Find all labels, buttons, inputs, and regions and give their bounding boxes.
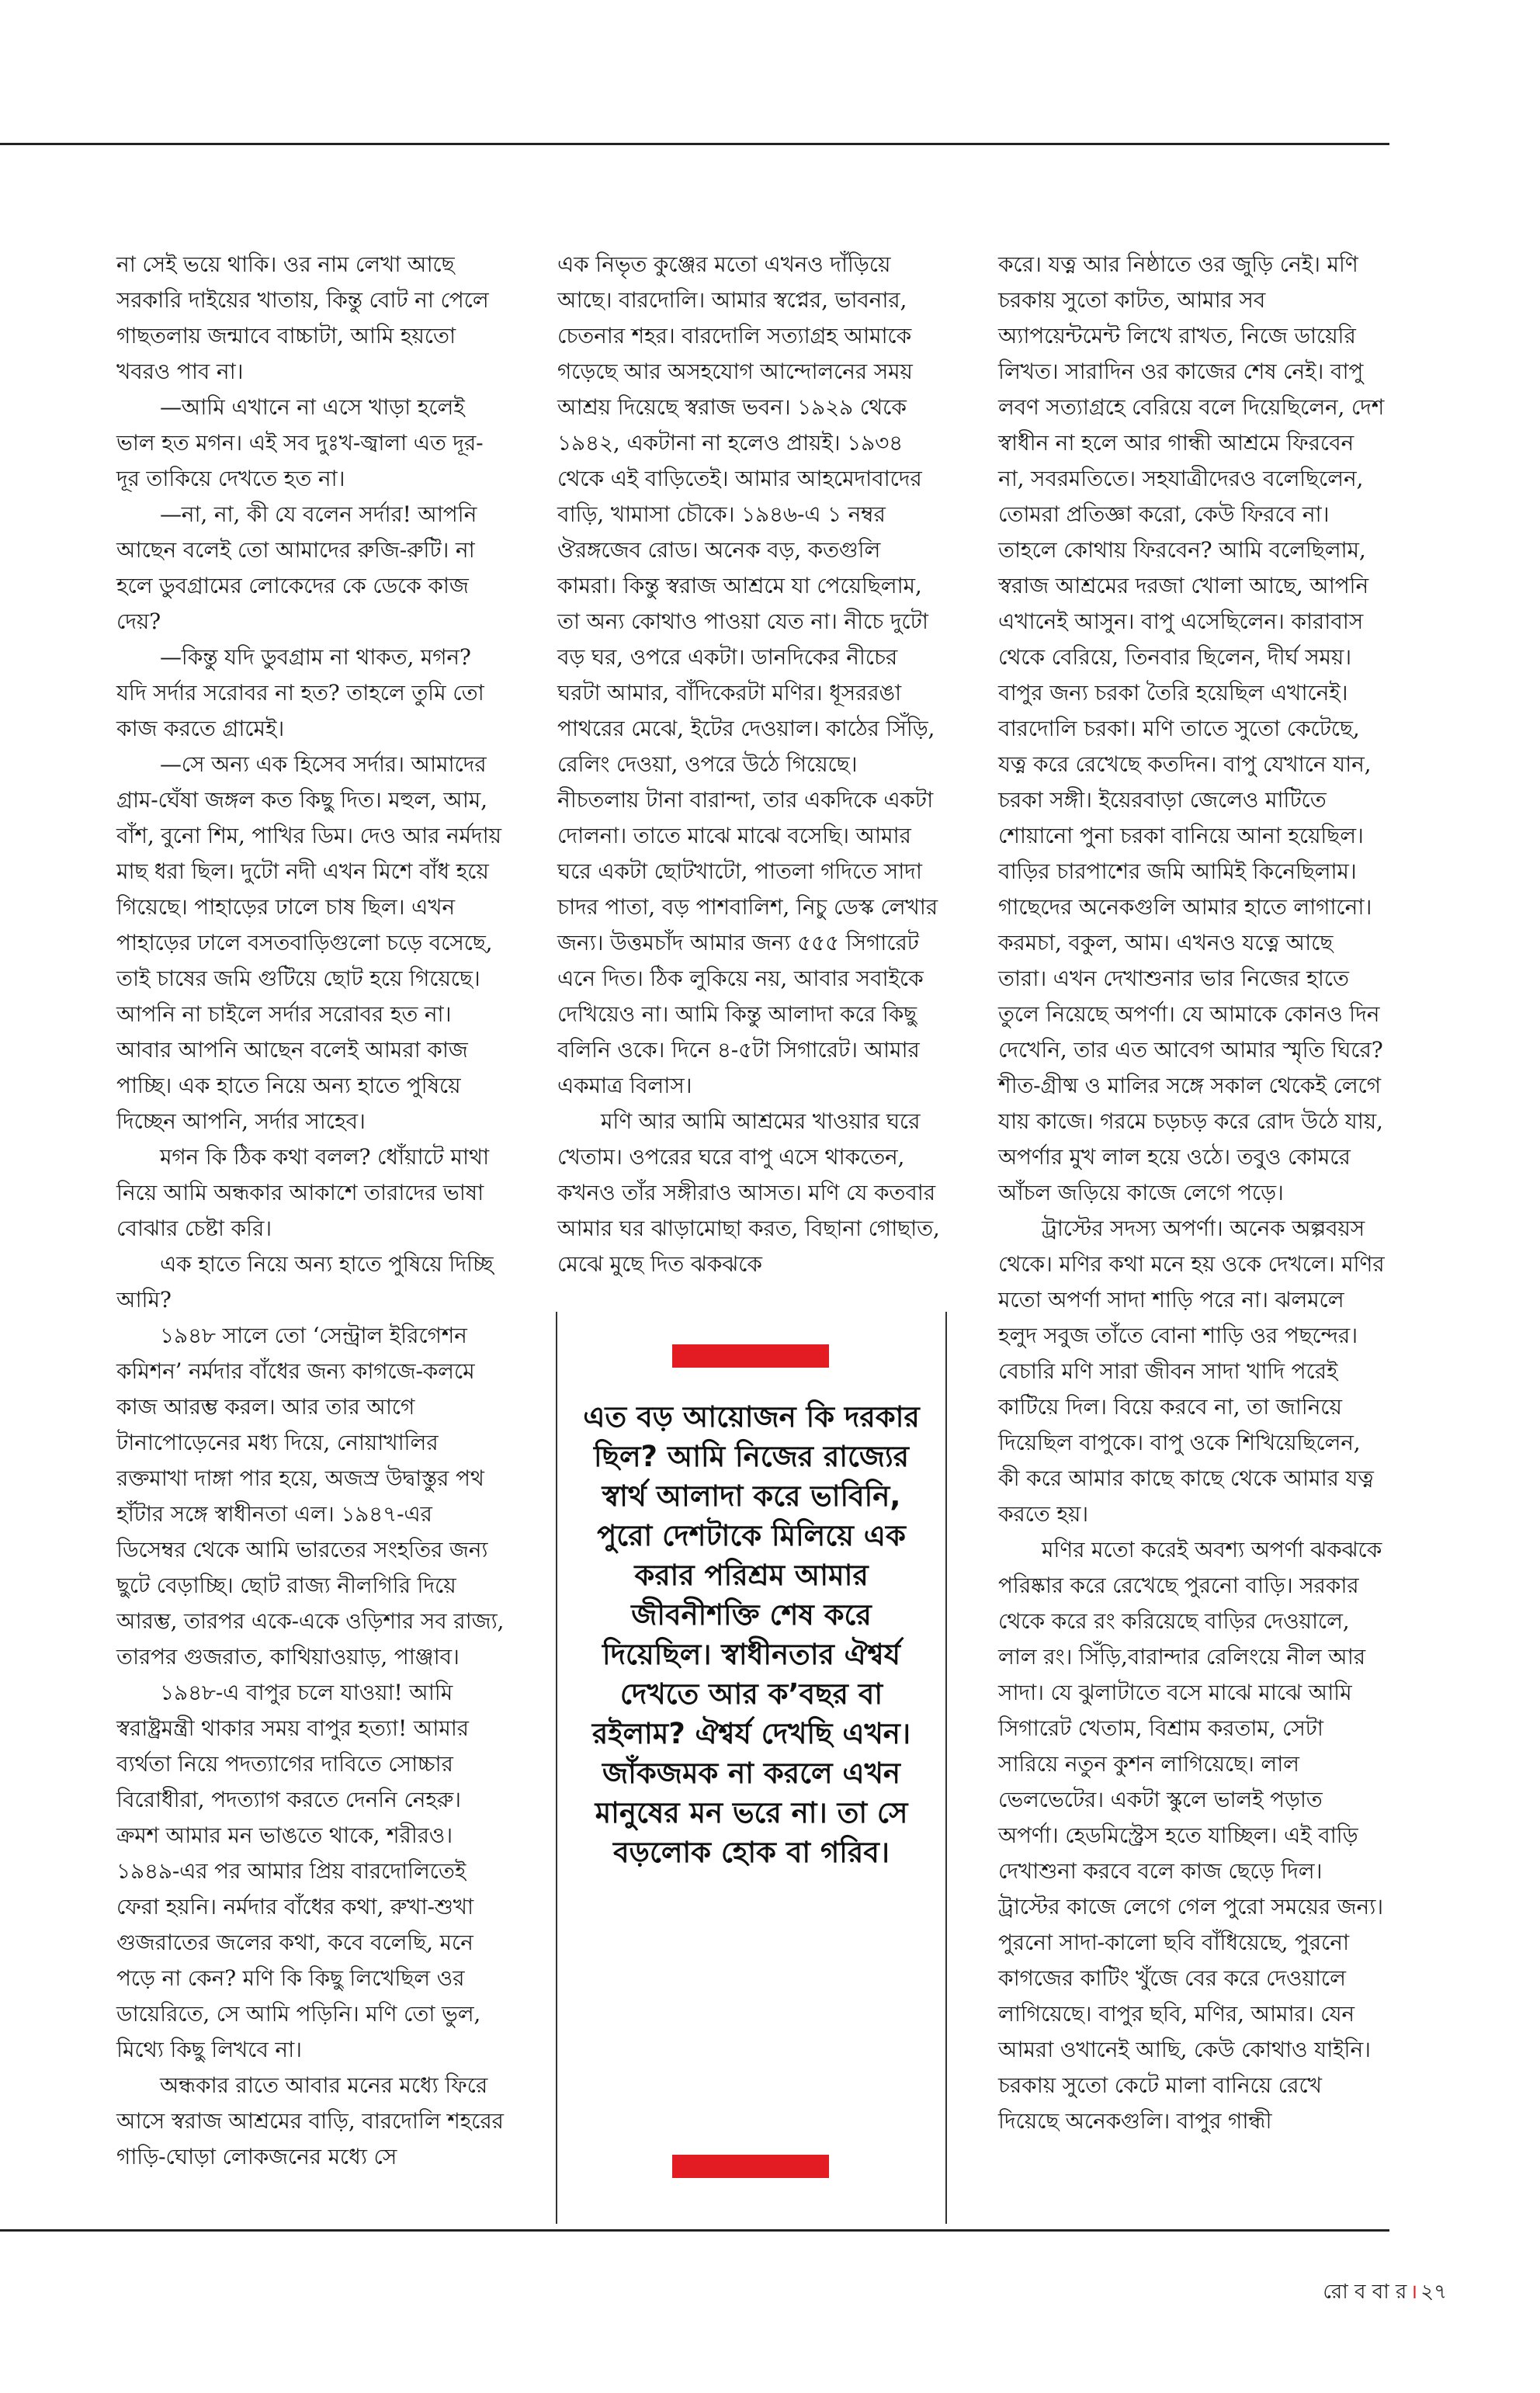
magazine-name: রো ব বা র bbox=[1323, 2280, 1407, 2304]
page-number: ২৭ bbox=[1420, 2280, 1447, 2304]
paragraph: ১৯৪৮-এ বাপুর চলে যাওয়া! আমি স্বরাষ্ট্রমন্ত্রী থাকার সময় বাপুর হত্যা! আমার ব্যর্থতা নিয়ে পদত্যাগের দাবিতে সোচ্চার বিরোধীরা, পদত্যাগ করতে দেননি নেহরু। ক্রমশ আমার মন ভাঙতে থাকে, শরীরও। ১৯৪৯-এর পর আমার প্রিয় বারদোলিতেই ফেরা হয়নি। নর্মদার বাঁধের কথা, রুখা-শুখা গুজরাতের জলের কথা, কবে বলেছি, মনে পড়ে না কেন? মণি কি কিছু লিখেছিল ওর ডায়েরিতে, সে আমি পড়িনি। মণি তো ভুল, মিথ্যে কিছু লিখবে না। bbox=[116, 1680, 481, 2062]
page-folio bbox=[1323, 2276, 1447, 2310]
bottom-rule bbox=[0, 2229, 1389, 2232]
paragraph: মণি আর আমি আশ্রমের খাওয়ার ঘরে খেতাম। ওপরের ঘরে বাপু এসে থাকতেন, কখনও তাঁর সঙ্গীরাও আসত। মণি যে কতবার আমার ঘর ঝাড়ামোছা করত, বিছানা গোছাত, মেঝে মুছে দিত ঝকঝকে bbox=[557, 1108, 940, 1277]
pull-quote: এত বড় আয়োজন কি দরকার ছিল? আমি নিজের রাজ্যের স্বার্থ আলাদা করে ভাবিনি, পুরো দেশটাকে মিলিয়ে এক করার পরিশ্রম আমার জীবনীশক্তি শেষ করে দিয়েছিল। স্বাধীনতার ঐশ্বর্য দেখতে আর ক’বছর বা রইলাম? ঐশ্বর্য দেখছি এখন। জাঁকজমক না করলে এখন মানুষের মন ভরে না। তা সে বড়লোক হোক বা গরিব। bbox=[583, 1400, 920, 1869]
paragraph: ট্রাস্টের সদস্য অপর্ণা। অনেক অল্পবয়স থেকে। মণির কথা মনে হয় ওকে দেখলে। মণির মতো অপর্ণা সাদা শাড়ি পরে না। ঝলমলে হলুদ সবুজ তাঁতে বোনা শাড়ি ওর পছন্দের। বেচারি মণি সারা জীবন সাদা খাদি পরেই কাটিয়ে দিল। বিয়ে করবে না, তা জানিয়ে দিয়েছিল বাপুকে। বাপু ওকে শিখিয়েছিলেন, কী করে আমার কাছে কাছে থেকে আমার যত্ন করতে হয়। bbox=[998, 1216, 1385, 1527]
paragraph: অন্ধকার রাতে আবার মনের মধ্যে ফিরে আসে স্বরাজ আশ্রমের বাড়ি, বারদোলি শহরের গাড়ি-ঘোড়া লোকজনের মধ্যে সে bbox=[116, 2072, 504, 2169]
paragraph: —সে অন্য এক হিসেব সর্দার। আমাদের গ্রাম-ঘেঁষা জঙ্গল কত কিছু দিত। মহুল, আম, বাঁশ, বুনো শিম, পাখির ডিম। দেও আর নর্মদায় মাছ ধরা ছিল। দুটো নদী এখন মিশে বাঁধ হয়ে গিয়েছে। পাহাড়ের ঢালে চাষ ছিল। এখন পাহাড়ের ঢালে বসতবাড়িগুলো চড়ে বসেছে, তাই চাষের জমি গুটিয়ে ছোট হয়ে গিয়েছে। আপনি না চাইলে সর্দার সরোবর হত না। আবার আপনি আছেন বলেই আমরা কাজ পাচ্ছি। এক হাতে নিয়ে অন্য হাতে পুষিয়ে দিচ্ছেন আপনি, সর্দার সাহেব। bbox=[116, 751, 501, 1134]
column-right bbox=[998, 247, 1386, 2139]
paragraph: এক হাতে নিয়ে অন্য হাতে পুষিয়ে দিচ্ছি আমি? bbox=[116, 1251, 494, 1313]
top-rule bbox=[0, 143, 1389, 145]
paragraph: এক নিভৃত কুঞ্জের মতো এখনও দাঁড়িয়ে আছে। বারদোলি। আমার স্বপ্নের, ভাবনার, চেতনার শহর। বারদোলি সত্যাগ্রহ আমাকে গড়েছে আর অসহযোগ আন্দোলনের সময় আশ্রয় দিয়েছে স্বরাজ ভবন। ১৯২৯ থেকে ১৯৪২, একটানা না হলেও প্রায়ই। ১৯৩৪ থেকে এই বাড়িতেই। আমার আহমেদাবাদের বাড়ি, খামাসা চৌকে। ১৯৪৬-এ ১ নম্বর ঔরঙ্গজেব রোড। অনেক বড়, কতগুলি কামরা। কিন্তু স্বরাজ আশ্রমে যা পেয়েছিলাম, তা অন্য কোথাও পাওয়া যেত না। নীচে দুটো বড় ঘর, ওপরে একটা। ডানদিকের নীচের ঘরটা আমার, বাঁদিকেরটা মণির। ধূসররঙা পাথরের মেঝে, ইটের দেওয়াল। কাঠের সিঁড়ি, রেলিং দেওয়া, ওপরে উঠে গিয়েছে। নীচতলায় টানা বারান্দা, তার একদিকে একটা দোলনা। তাতে মাঝে মাঝে বসেছি। আমার ঘরে একটা ছোটখাটো, পাতলা গদিতে সাদা চাদর পাতা, বড় পাশবালিশ, নিচু ডেস্ক লেখার জন্য। উত্তমচাঁদ আমার জন্য ৫৫৫ সিগারেট এনে দিত। ঠিক লুকিয়ে নয়, আবার সবাইকে দেখিয়েও না। আমি কিন্তু আলাদা করে কিছু বলিনি ওকে। দিনে ৪-৫টা সিগারেট। আমার একমাত্র বিলাস। bbox=[557, 251, 938, 1098]
paragraph: না সেই ভয়ে থাকি। ওর নাম লেখা আছে সরকারি দাইয়ের খাতায়, কিন্তু বোট না পেলে গাছতলায় জন্মাবে বাচ্চাটা, আমি হয়তো খবরও পাব না। bbox=[116, 251, 489, 384]
paragraph: মণির মতো করেই অবশ্য অপর্ণা ঝকঝকে পরিষ্কার করে রেখেছে পুরনো বাড়ি। সরকার থেকে করে রং করিয়েছে বাড়ির দেওয়ালে, লাল রং। সিঁড়ি,বারান্দার রেলিংয়ে নীল আর সাদা। যে ঝুলাটাতে বসে মাঝে মাঝে আমি সিগারেট খেতাম, বিশ্রাম করতাম, সেটা সারিয়ে নতুন কুশন লাগিয়েছে। লাল ভেলভেটের। একটা স্কুলে ভালই পড়াত অপর্ণা। হেডমিস্ট্রেস হতে যাচ্ছিল। এই বাড়ি দেখাশুনা করবে বলে কাজ ছেড়ে দিল। ট্রাস্টের কাজে লেগে গেল পুরো সময়ের জন্য। পুরনো সাদা-কালো ছবি বাঁধিয়েছে, পুরনো কাগজের কাটিং খুঁজে বের করে দেওয়ালে লাগিয়েছে। বাপুর ছবি, মণির, আমার। যেন আমরা ওখানেই আছি, কেউ কোথাও যাইনি। চরকায় সুতো কেটে মালা বানিয়ে রেখে দিয়েছে অনেকগুলি। বাপুর গান্ধী bbox=[998, 1537, 1383, 2134]
folio-separator: । bbox=[1410, 2280, 1418, 2304]
paragraph: —আমি এখানে না এসে খাড়া হলেই ভাল হত মগন। এই সব দুঃখ-জ্বালা এত দূর-দূর তাকিয়ে দেখতে হত না। bbox=[116, 394, 484, 491]
column-middle bbox=[557, 247, 945, 1282]
paragraph: করে। যত্ন আর নিষ্ঠাতে ওর জুড়ি নেই। মণি চরকায় সুতো কাটত, আমার সব অ্যাপয়েন্টমেন্ট লিখে রাখত, নিজে ডায়েরি লিখত। সারাদিন ওর কাজের শেষ নেই। বাপু লবণ সত্যাগ্রহে বেরিয়ে বলে দিয়েছিলেন, দেশ স্বাধীন না হলে আর গান্ধী আশ্রমে ফিরবেন না, সবরমতিতে। সহযাত্রীদেরও বলেছিলেন, তোমরা প্রতিজ্ঞা করো, কেউ ফিরবে না। তাহলে কোথায় ফিরবেন? আমি বলেছিলাম, স্বরাজ আশ্রমের দরজা খোলা আছে, আপনি এখানেই আসুন। বাপু এসেছিলেন। কারাবাস থেকে বেরিয়ে, তিনবার ছিলেন, দীর্ঘ সময়। বাপুর জন্য চরকা তৈরি হয়েছিল এখানেই। বারদোলি চরকা। মণি তাতে সুতো কেটেছে, যত্ন করে রেখেছে কতদিন। বাপু যেখানে যান, চরকা সঙ্গী। ইয়েরবাড়া জেলেও মাটিতে শোয়ানো পুনা চরকা বানিয়ে আনা হয়েছিল। বাড়ির চারপাশের জমি আমিই কিনেছিলাম। গাছেদের অনেকগুলি আমার হাতে লাগানো। করমচা, বকুল, আম। এখনও যত্নে আছে তারা। এখন দেখাশুনার ভার নিজের হাতে তুলে নিয়েছে অপর্ণা। যে আমাকে কোনও দিন দেখেনি, তার এত আবেগ আমার স্মৃতি ঘিরে? শীত-গ্রীষ্ম ও মালির সঙ্গে সকাল থেকেই লেগে যায় কাজে। গরমে চড়চড় করে রোদ উঠে যায়, অপর্ণার মুখ লাল হয়ে ওঠে। তবুও কোমরে আঁচল জড়িয়ে কাজে লেগে পড়ে। bbox=[998, 251, 1385, 1205]
pull-quote-left-rule bbox=[556, 1312, 557, 2224]
paragraph: —কিন্তু যদি ডুবগ্রাম না থাকত, মগন? যদি সর্দার সরোবর না হত? তাহলে তুমি তো কাজ করতে গ্রামেই। bbox=[116, 644, 484, 741]
paragraph: মগন কি ঠিক কথা বলল? ধোঁয়াটে মাথা নিয়ে আমি অন্ধকার আকাশে তারাদের ভাষা বোঝার চেষ্টা করি। bbox=[116, 1144, 489, 1241]
pull-quote-right-rule bbox=[945, 1312, 947, 2224]
paragraph: —না, না, কী যে বলেন সর্দার! আপনি আছেন বলেই তো আমাদের রুজি-রুটি। না হলে ডুবগ্রামের লোকেদের কে ডেকে কাজ দেয়? bbox=[116, 501, 477, 634]
column-left bbox=[116, 247, 505, 2175]
pull-quote-bottom-red-bar bbox=[672, 2155, 829, 2178]
pull-quote-top-red-bar bbox=[672, 1344, 829, 1368]
paragraph: ১৯৪৮ সালে তো ‘সেন্ট্রাল ইরিগেশন কমিশন’ নর্মদার বাঁধের জন্য কাগজে-কলমে কাজ আরম্ভ করল। আর তার আগে টানাপোড়েনের মধ্য দিয়ে, নোয়াখালির রক্তমাখা দাঙ্গা পার হয়ে, অজস্র উদ্বাস্তুর পথ হাঁটার সঙ্গে স্বাধীনতা এল। ১৯৪৭-এর ডিসেম্বর থেকে আমি ভারতের সংহতির জন্য ছুটে বেড়াচ্ছি। ছোট রাজ্য নীলগিরি দিয়ে আরম্ভ, তারপর একে-একে ওড়িশার সব রাজ্য, তারপর গুজরাত, কাথিয়াওয়াড়, পাঞ্জাব। bbox=[116, 1323, 505, 1670]
